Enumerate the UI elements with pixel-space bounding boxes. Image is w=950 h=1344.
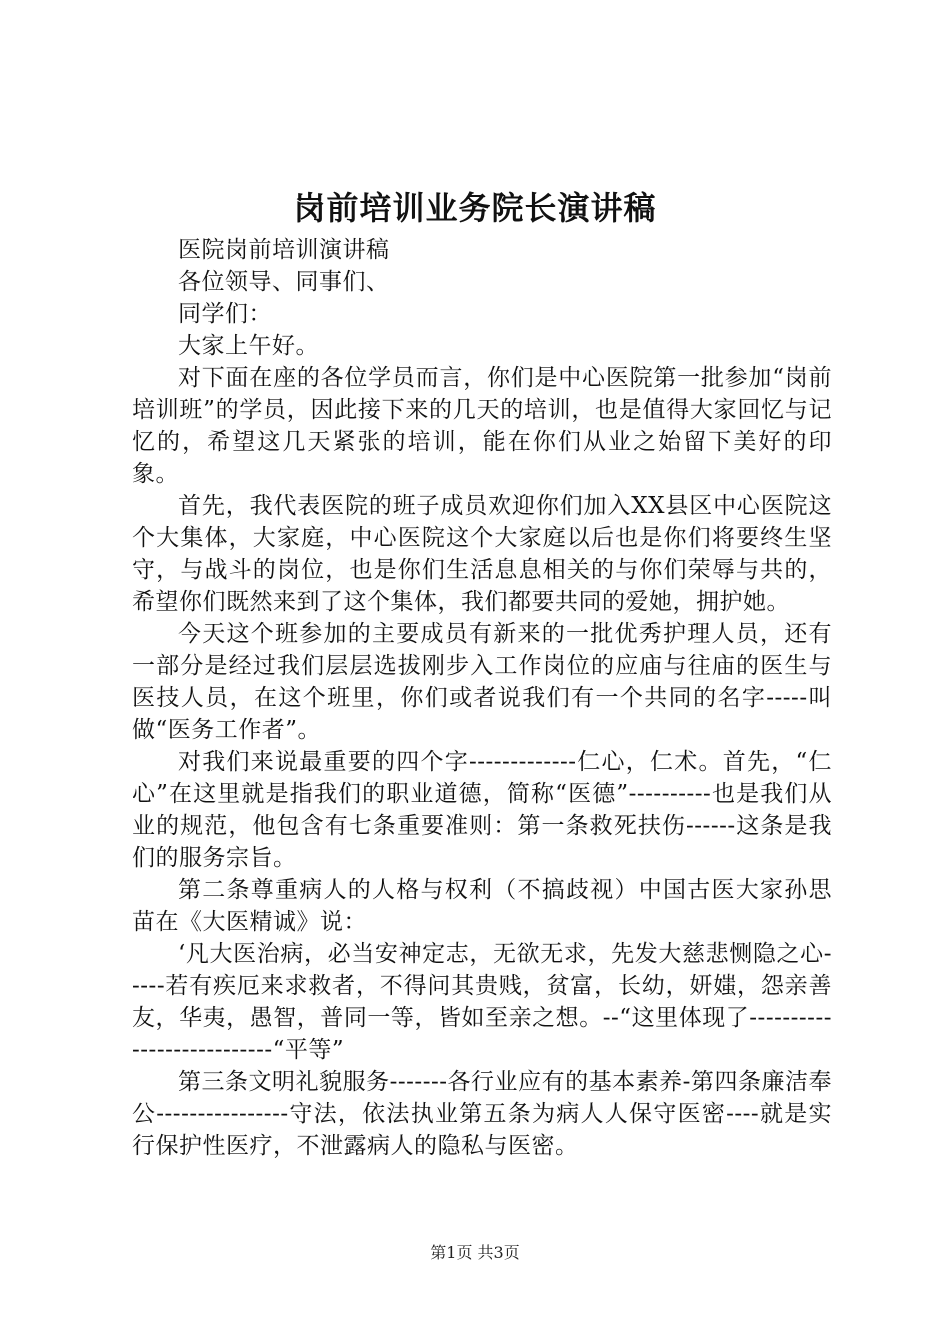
paragraph: 对我们来说最重要的四个字-------------仁心，仁术。首先，“仁心”在这里就是指我们的职业道德，简称“医德”----------也是我们从业的规范，他包含有七条重要准则：第一条救死扶伤------这条是我们的服务宗旨。 [132,749,832,871]
page-footer: 第1页 共3页 [430,1243,520,1262]
paragraph-greeting: 大家上午好。 [178,333,319,359]
paragraph: 对下面在座的各位学员而言，你们是中心医院第一批参加“岗前培训班”的学员，因此接下来的几天的培训，也是值得大家回忆与记忆的，希望这几天紧张的培训，能在你们从业之始留下美好的印象。 [132,365,832,487]
paragraph: 今天这个班参加的主要成员有新来的一批优秀护理人员，还有一部分是经过我们层层选拔刚步入工作岗位的应庙与往庙的医生与医技人员，在这个班里，你们或者说我们有一个共同的名字-----叫做“医务工作者”。 [132,621,832,743]
document-body [132,234,832,1162]
paragraph-salutation-cont: 同学们： [178,301,272,327]
paragraph: 第二条尊重病人的人格与权利（不搞歧视）中国古医大家孙思苗在《大医精诚》说： [132,877,832,935]
paragraph-salutation: 各位领导、同事们、 [178,269,390,295]
document-title: 岗前培训业务院长演讲稿 [293,189,657,227]
paragraph: 第三条文明礼貌服务-------各行业应有的基本素养-第四条廉洁奉公----------------守法，依法执业第五条为病人人保守医密----就是实行保护性医疗，不泄露病人的隐私与医密。 [132,1069,832,1159]
paragraph-quote: ‘凡大医治病，必当安神定志，无欲无求，先发大慈悲恻隐之心-----若有疾厄来求救者，不得问其贵贱，贫富，长幼，妍媸，怨亲善友，华夷，愚智，普同一等，皆如至亲之想。--“这里体现了---------------------------“平等” [132,941,832,1063]
paragraph-heading: 医院岗前培训演讲稿 [178,237,390,263]
paragraph: 首先，我代表医院的班子成员欢迎你们加入XX县区中心医院这个大集体，大家庭，中心医院这个大家庭以后也是你们将要终生坚守，与战斗的岗位，也是你们生活息息相关的与你们荣辱与共的，希望你们既然来到了这个集体，我们都要共同的爱她，拥护她。 [132,493,832,615]
